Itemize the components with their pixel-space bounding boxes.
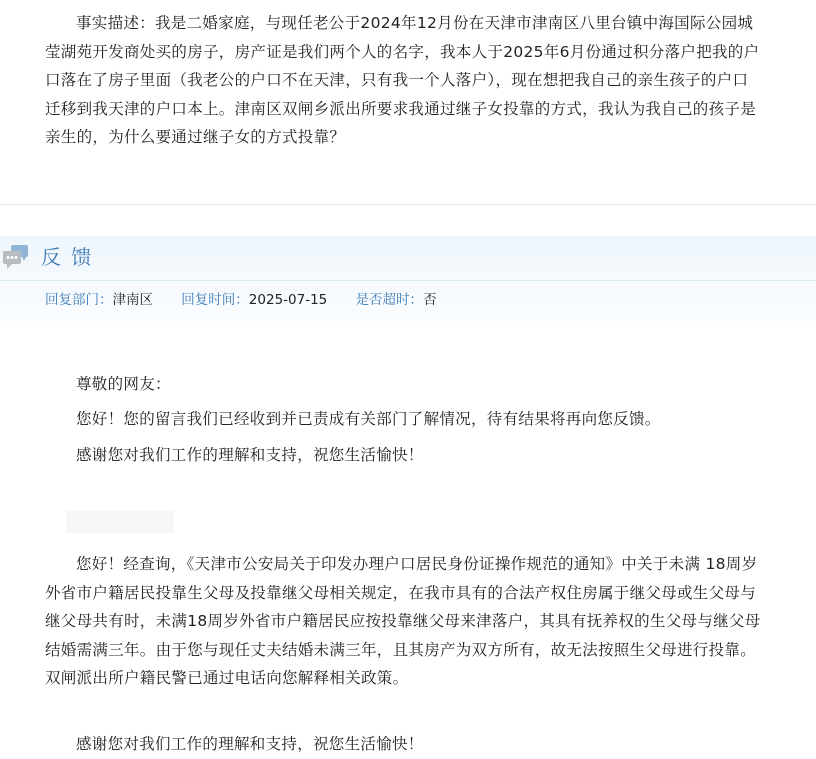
reply-time-value: 2025-07-15 xyxy=(248,292,328,308)
reply-time-label: 回复时间： xyxy=(181,292,249,308)
chat-bubbles-icon xyxy=(2,243,30,271)
divider xyxy=(0,204,816,205)
reply-acknowledgement: 您好！您的留言我们已经收到并已责成有关部门了解情况，待有结果将再向您反馈。 xyxy=(76,410,661,428)
reply-department-value: 津南区 xyxy=(112,292,153,308)
reply-final-thanks: 感谢您对我们工作的理解和支持，祝您生活愉快！ xyxy=(76,735,424,753)
feedback-title: 反 馈 xyxy=(41,245,94,269)
overdue-status-value: 否 xyxy=(423,292,437,308)
reply-meta xyxy=(45,290,461,310)
fact-description: 事实描述：我是二婚家庭，与现任老公于2024年12月份在天津市津南区八里台镇中海国际公园城莹湖苑开发商处买的房子，房产证是我们两个人的名字，我本人于2025年6月份通过积分落户把我的户口落在了房子里面（我老公的户口不在天津，只有我一个人落户），现在想把我自己的亲生孩子的户口迁移到我天津的户口本上。津南区双闸乡派出所要求我通过继子女投靠的方式，我认为我自己的孩子是亲生的，为什么要通过继子女的方式投靠？ xyxy=(45,14,760,146)
reply-time xyxy=(181,290,327,310)
reply-detail: 您好！经查询，《天津市公安局关于印发办理户口居民身份证操作规范的通知》中关于未满 18周岁外省市户籍居民投靠生父母及投靠继父母相关规定，在我市具有的合法产权住房属于继父母或生父母与继父母共有时，未满18周岁外省市户籍居民应按投靠继父母来津落户，其具有抚养权的生父母与继父母结婚需满三年。由于您与现任丈夫结婚未满三年，且其房产为双方所有，故无法按照生父母进行投靠。双闸派出所户籍民警已通过电话向您解释相关政策。 xyxy=(45,555,761,687)
header-underline xyxy=(0,280,816,281)
overdue-status-label: 是否超时： xyxy=(355,292,424,308)
reply-department-label: 回复部门： xyxy=(45,292,113,308)
reply-thanks: 感谢您对我们工作的理解和支持，祝您生活愉快！ xyxy=(76,446,424,464)
reply-department xyxy=(45,290,153,310)
faded-text-block xyxy=(66,511,174,533)
overdue-status xyxy=(356,290,437,310)
reply-greeting: 尊敬的网友： xyxy=(76,375,171,393)
